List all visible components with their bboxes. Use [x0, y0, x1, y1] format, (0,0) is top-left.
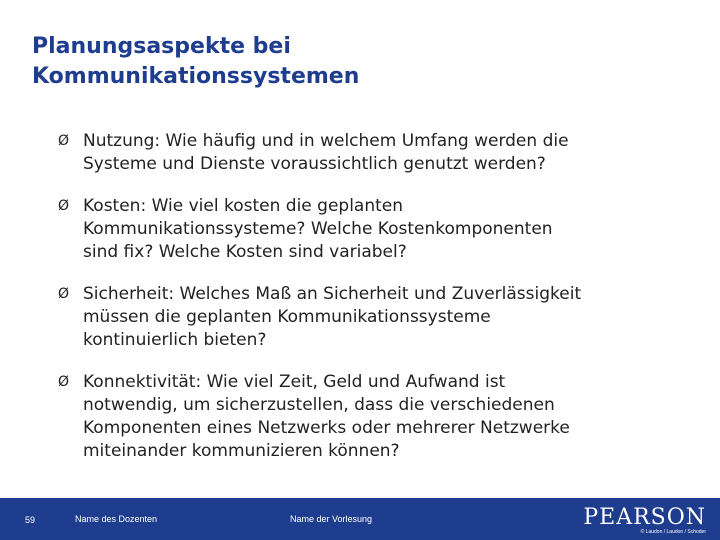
bullet-text: notwendig, um sicherzustellen, dass die verschiedenen [83, 395, 555, 415]
page-number: 59 [25, 515, 36, 525]
bullet-text: Kommunikationssysteme? Welche Kostenkomponenten [83, 219, 553, 239]
pearson-logo: PEARSON [583, 505, 706, 530]
bullet-text: sind fix? Welche Kosten sind variabel? [83, 242, 407, 262]
bullet-item [58, 195, 688, 264]
arrow-bullet-icon: Ø [58, 133, 70, 149]
footer-bar [0, 498, 720, 540]
bullet-text: Kosten: Wie viel kosten die geplanten [83, 196, 404, 216]
bullet-text: miteinander kommunizieren können? [83, 441, 400, 461]
slide-title-line: Planungsaspekte bei [32, 34, 291, 59]
bullet-item [58, 371, 688, 463]
bullet-text: Komponenten eines Netzwerks oder mehrerer Netzwerke [83, 418, 570, 438]
footer-dozent: Name des Dozenten [75, 514, 158, 524]
bullet-text: Konnektivität: Wie viel Zeit, Geld und Aufwand ist [83, 372, 506, 392]
bullet-list [58, 130, 688, 482]
footer-vorlesung: Name der Vorlesung [290, 514, 373, 524]
arrow-bullet-icon: Ø [58, 374, 70, 390]
bullet-text: Sicherheit: Welches Maß an Sicherheit und Zuverlässigkeit [83, 284, 582, 304]
arrow-bullet-icon: Ø [58, 286, 70, 302]
arrow-bullet-icon: Ø [58, 198, 70, 214]
bullet-text: Systeme und Dienste voraussichtlich genutzt werden? [83, 154, 546, 174]
slide-title-line: Kommunikationssystemen [32, 64, 360, 89]
copyright-text: © Laudon / Laudon / Schoder [640, 529, 706, 535]
bullet-text: müssen die geplanten Kommunikationssysteme [83, 307, 491, 327]
bullet-text: kontinuierlich bieten? [83, 330, 267, 350]
bullet-item [58, 130, 688, 176]
bullet-text: Nutzung: Wie häufig und in welchem Umfang werden die [83, 131, 569, 151]
bullet-item [58, 283, 688, 352]
slide-title [32, 32, 672, 92]
